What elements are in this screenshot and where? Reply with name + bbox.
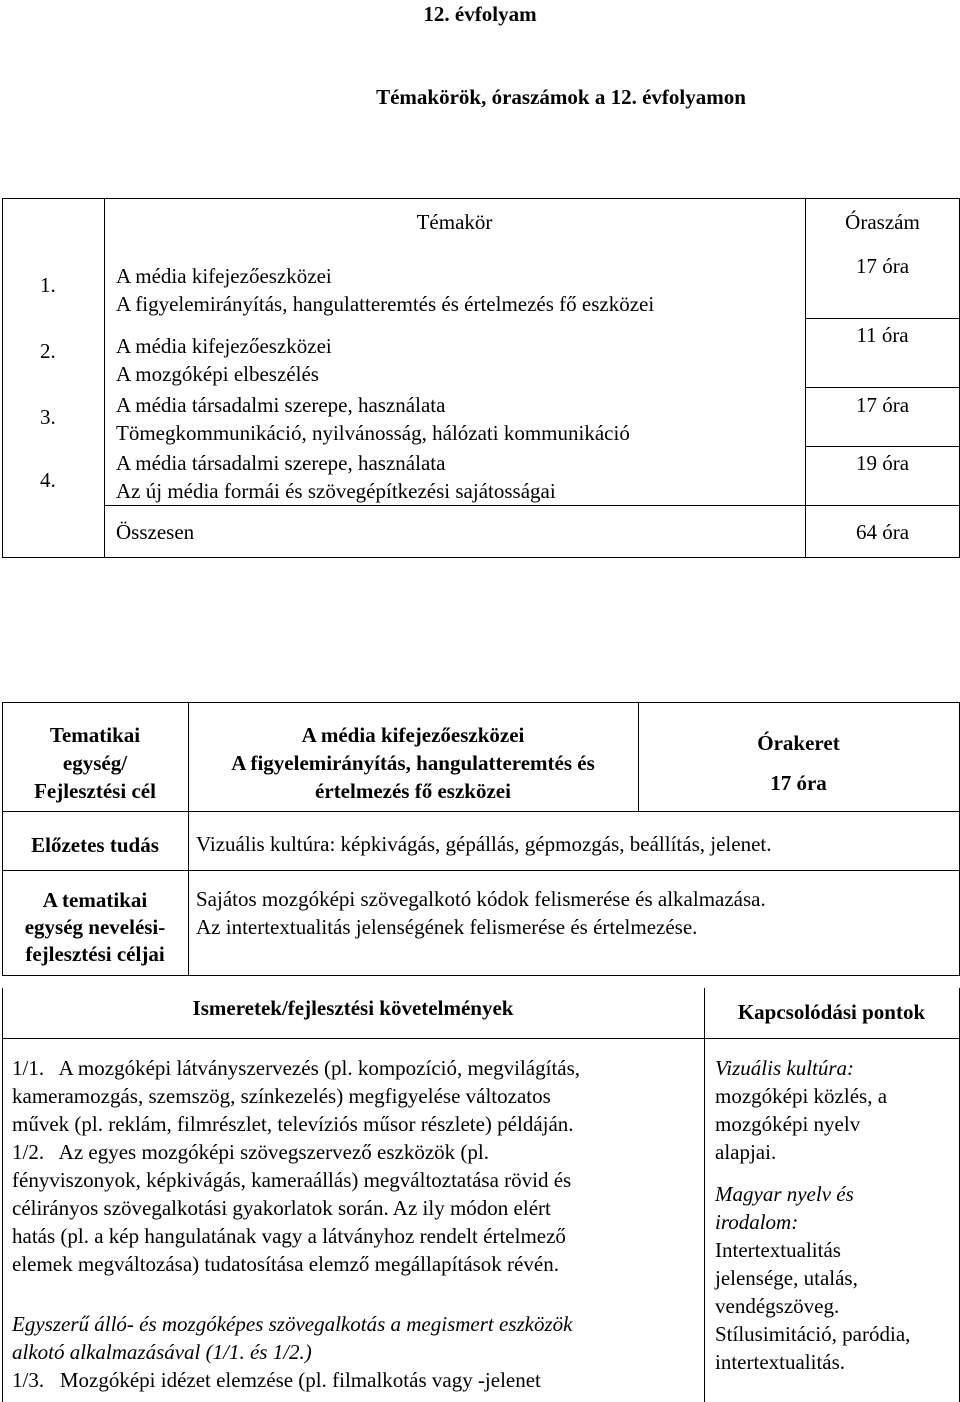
link-line: jelensége, utalás, — [715, 1266, 858, 1290]
unit-title: A média kifejezőeszközei — [301, 723, 525, 747]
goals-label: fejlesztési céljai — [25, 942, 165, 966]
goals-label: A tematikai — [42, 888, 148, 912]
row-number: 1. — [40, 273, 56, 297]
unit-title: értelmezés fő eszközei — [315, 779, 511, 803]
frame-label: Órakeret — [757, 731, 840, 755]
requirement-line: elemek megváltozása) tudatosítása elemző megállapítások révén. — [12, 1252, 559, 1276]
topic-line: A média társadalmi szerepe, használata — [116, 393, 446, 417]
goals-text: Az intertextualitás jelenségének felismerése és értelmezése. — [196, 915, 698, 939]
requirement-line: kameramozgás, szemszög, színkezelés) megfigyelése változatos — [12, 1084, 551, 1108]
prior-knowledge-text: Vizuális kultúra: képkivágás, gépállás, gépmozgás, beállítás, jelenet. — [196, 832, 772, 856]
requirement-line: művek (pl. reklám, filmrészlet, televíziós műsor részlete) példáján. — [12, 1112, 574, 1136]
links-header: Kapcsolódási pontok — [737, 1000, 926, 1024]
goals-text: Sajátos mozgóképi szövegalkotó kódok felismerése és alkalmazása. — [196, 887, 766, 911]
requirements-header: Ismeretek/fejlesztési követelmények — [192, 996, 514, 1020]
topic-hours: 17 óra — [855, 393, 910, 417]
hours-col-header: Óraszám — [845, 210, 920, 234]
row-number: 2. — [40, 339, 56, 363]
topic-line: Az új média formái és szövegépítkezési sajátosságai — [116, 479, 556, 503]
requirement-line: 1/3. Mozgóképi idézet elemzése (pl. filmalkotás vagy -jelenet — [12, 1368, 541, 1392]
frame-hours: 17 óra — [770, 771, 827, 795]
unit-label: egység/ — [62, 751, 128, 775]
requirement-line: hatás (pl. a kép hangulatának vagy a látványhoz rendelt értelmező — [12, 1224, 566, 1248]
link-subject-title: irodalom: — [715, 1210, 799, 1234]
link-line: Stílusimitáció, paródia, — [715, 1322, 911, 1346]
topic-hours: 17 óra — [855, 254, 910, 278]
link-line: mozgóképi nyelv — [715, 1112, 861, 1136]
unit-label: Fejlesztési cél — [34, 779, 156, 803]
topic-hours: 11 óra — [856, 323, 909, 347]
topic-line: A figyelemirányítás, hangulatteremtés és értelmezés fő eszközei — [116, 292, 655, 316]
topic-hours: 19 óra — [855, 451, 910, 475]
topic-line: A média kifejezőeszközei — [116, 334, 332, 358]
row-number: 3. — [40, 405, 56, 429]
prior-knowledge-label: Előzetes tudás — [31, 833, 159, 857]
link-line: vendégszöveg. — [715, 1294, 840, 1318]
goals-label: egység nevelési- — [24, 915, 166, 939]
topic-col-header: Témakör — [416, 210, 493, 234]
requirement-line: 1/1. A mozgóképi látványszervezés (pl. kompozíció, megvilágítás, — [12, 1056, 581, 1080]
page-subtitle: Témakörök, óraszámok a 12. évfolyamon — [376, 85, 746, 109]
topic-line: Tömegkommunikáció, nyilvánosság, hálózati kommunikáció — [116, 421, 630, 445]
total-label: Összesen — [116, 520, 195, 544]
link-line: alapjai. — [715, 1140, 777, 1164]
link-subject-title: Magyar nyelv és — [715, 1182, 854, 1206]
total-hours: 64 óra — [855, 520, 910, 544]
topic-line: A mozgóképi elbeszélés — [116, 362, 319, 386]
requirement-line: fényviszonyok, képkivágás, kameraállás) megváltoztatása rövid és — [12, 1168, 572, 1192]
link-line: intertextualitás. — [715, 1350, 846, 1374]
requirement-line: célirányos szövegalkotási gyakorlatok során. Az ily módon elért — [12, 1196, 551, 1220]
link-line: Intertextualitás — [715, 1238, 841, 1262]
row-number: 4. — [40, 468, 56, 492]
requirement-italic-line: Egyszerű álló- és mozgóképes szövegalkotás a megismert eszközök — [12, 1312, 573, 1336]
page-title: 12. évfolyam — [423, 2, 537, 26]
requirement-line: 1/2. Az egyes mozgóképi szövegszervező eszközök (pl. — [12, 1140, 490, 1164]
requirement-italic-line: alkotó alkalmazásával (1/1. és 1/2.) — [12, 1340, 312, 1364]
topic-line: A média társadalmi szerepe, használata — [116, 451, 446, 475]
unit-label: Tematikai — [49, 723, 141, 747]
link-subject-title: Vizuális kultúra: — [715, 1056, 855, 1080]
topic-line: A média kifejezőeszközei — [116, 264, 332, 288]
link-line: mozgóképi közlés, a — [715, 1084, 888, 1108]
unit-title: A figyelemirányítás, hangulatteremtés és — [231, 751, 595, 775]
